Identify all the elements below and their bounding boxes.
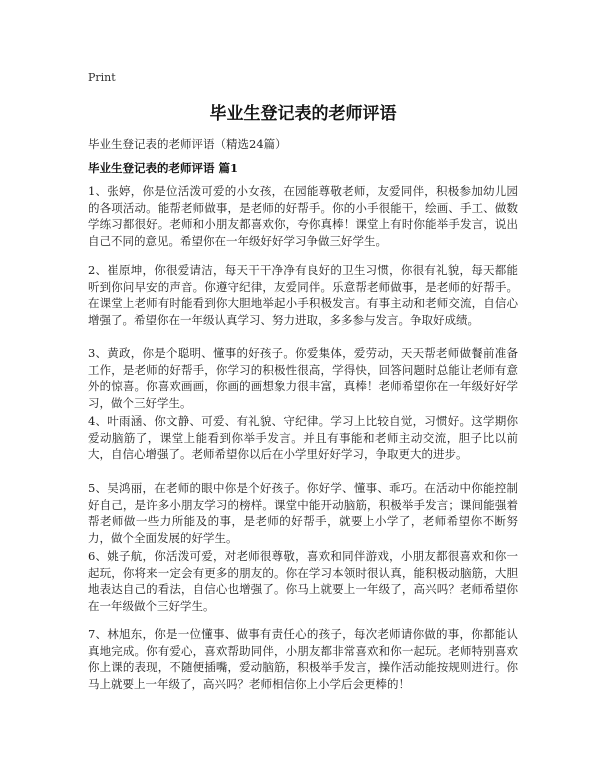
section-heading: 毕业生登记表的老师评语 篇1 bbox=[88, 161, 239, 175]
comment-paragraph: 7、林旭东，你是一位懂事、做事有责任心的孩子，每次老师请你做的事，你都能认真地完成。你有爱心，喜欢帮助同伴，小朋友都非常喜欢和你一起玩。老师特别喜欢你上课的表现，不随便插嘴，爱动脑筋，积极举手发言，操作活动能按规则进行。你马上就要上一年级了，高兴吗？老师相信你上小学后会更棒的！ bbox=[88, 627, 518, 691]
comment-paragraph: 2、崔原坤，你很爱请洁，每天干干净净有良好的卫生习惯，你很有礼貌，每天都能听到你问早安的声音。你遵守纪律，友爱同伴。乐意帮老师做事，是老师的好帮手。在课堂上老师有时能看到你大胆地举起小手积极发言。有事主动和老师交流，自信心增强了。希望你在一年级认真学习、努力进取，多多参与发言。争取好成绩。 bbox=[88, 263, 518, 327]
comment-paragraph: 6、姚子航，你活泼可爱，对老师很尊敬，喜欢和同伴游戏，小朋友都很喜欢和你一起玩，你将来一定会有更多的朋友的。你在学习本领时很认真，能积极动脑筋，大胆地表达自己的看法，自信心也增强了。你马上就要上一年级了，高兴吗？老师希望你在一年级做个三好学生。 bbox=[88, 549, 518, 613]
comment-paragraph: 1、张婷，你是位活泼可爱的小女孩，在园能尊敬老师，友爱同伴，积极参加幼儿园的各项活动。能帮老师做事，是老师的好帮手。你的小手很能干，绘画、手工、做数学练习都很好。老师和小朋友都喜欢你，夸你真棒！课堂上有时你能举手发言，说出自己不同的意见。希望你在一年级好好学习争做三好学生。 bbox=[88, 184, 518, 248]
document-subtitle: 毕业生登记表的老师评语（精选24篇） bbox=[88, 137, 287, 151]
comment-paragraph: 5、吴鸿丽，在老师的眼中你是个好孩子。你好学、懂事、乖巧。在活动中你能控制好自己，是许多小朋友学习的榜样。课堂中能开动脑筋，积极举手发言；课间能强着帮老师做一些力所能及的事，是老师的好帮手，就要上小学了，老师希望你不断努力，做个全面发展的好学生。 bbox=[88, 481, 518, 545]
print-link[interactable]: Print bbox=[88, 71, 116, 84]
page-title: 毕业生登记表的老师评语 bbox=[209, 104, 397, 124]
comment-paragraph: 3、黄政，你是个聪明、懂事的好孩子。你爱集体，爱劳动，天天帮老师做餐前准备工作，是老师的好帮手，你学习的积极性很高，学得快，回答问题时总能让老师有意外的惊喜。你喜欢画画，你画的画想象力很丰富，真棒！老师希望你在一年级好好学习，做个三好学生。 bbox=[88, 346, 518, 410]
comment-paragraph: 4、叶雨涵、你文静、可爱、有礼貌、守纪律。学习上比较自觉，习惯好。这学期你爱动脑筋了，课堂上能看到你举手发言。并且有事能和老师主动交流，胆子比以前大，自信心增强了。老师希望你以后在小学里好好学习，争取更大的进步。 bbox=[88, 414, 518, 461]
